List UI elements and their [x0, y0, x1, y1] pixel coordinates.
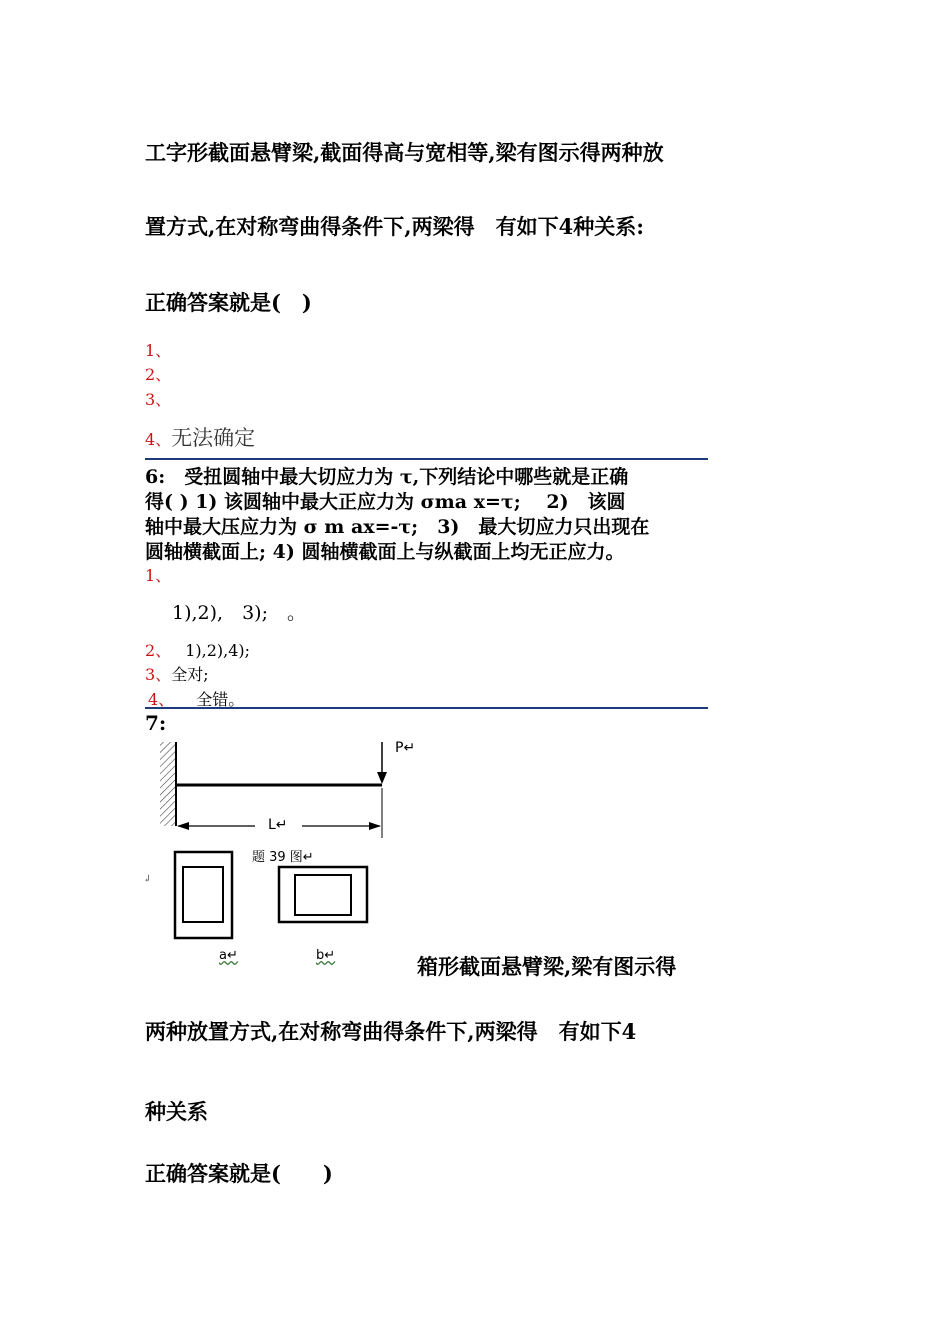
q6-option-3-text: 全对; — [171, 665, 209, 684]
q6-line-3: 轴中最大压应力为 σ m ax=-τ; 3) 最大切应力只出现在 — [145, 516, 650, 538]
load-arrow-head — [377, 772, 387, 784]
q5-line-2: 置方式,在对称弯曲得条件下,两梁得 有如下4种关系: — [145, 214, 644, 239]
q5-option-2: 2、 — [145, 365, 172, 384]
q6-option-1-number: 1、 — [145, 566, 172, 585]
q6-line-2: 得( ) 1) 该圆轴中最大正应力为 σma x=τ; 2) 该圆 — [145, 491, 626, 513]
q5-option-4-text: 无法确定 — [171, 426, 256, 450]
q6-option-4-text: 全错。 — [196, 690, 245, 709]
q6-line-1: 6: 受扭圆轴中最大切应力为 τ,下列结论中哪些就是正确 — [145, 466, 629, 488]
section-a-inner — [183, 867, 223, 922]
dimension-arrow-left — [177, 822, 189, 830]
q6-option-1-text: 1),2), 3); ｡ — [172, 602, 297, 624]
dimension-arrow-right — [369, 822, 381, 830]
q5-line-3: 正确答案就是( ) — [145, 290, 312, 315]
q7-text-4: 正确答案就是( ) — [145, 1161, 333, 1186]
q5-line-1: 工字形截面悬臂梁,截面得高与宽相等,梁有图示得两种放 — [145, 140, 664, 165]
q5-option-4-number: 4、 — [145, 430, 172, 449]
figure-label-a: a↵ — [219, 948, 238, 963]
figure-label-l: L↵ — [268, 817, 288, 833]
wall-support — [160, 742, 176, 826]
q6-option-3-number: 3、 — [145, 665, 172, 684]
figure-label-b: b↵ — [316, 948, 336, 963]
q7-text-2: 两种放置方式,在对称弯曲得条件下,两梁得 有如下4 — [145, 1019, 637, 1044]
q5-option-3: 3、 — [145, 390, 172, 409]
q7-text-1: 箱形截面悬臂梁,梁有图示得 — [417, 954, 677, 979]
figure-caption: 题 39 图↵ — [252, 850, 314, 865]
figure-label-p: P↵ — [395, 740, 416, 756]
q7-text-3: 种关系 — [145, 1099, 208, 1124]
q6-line-4: 圆轴横截面上; 4) 圆轴横截面上与纵截面上均无正应力。 — [145, 541, 625, 563]
figure-paragraph-mark: ↲ — [143, 874, 152, 885]
section-b-inner — [295, 875, 351, 915]
q5-option-1: 1、 — [145, 341, 172, 360]
q6-option-2-text: 1),2),4); — [185, 641, 251, 660]
q7-number: 7: — [145, 711, 167, 735]
q6-option-4-number: 4、 — [148, 690, 175, 709]
q6-option-2-number: 2、 — [145, 641, 172, 660]
